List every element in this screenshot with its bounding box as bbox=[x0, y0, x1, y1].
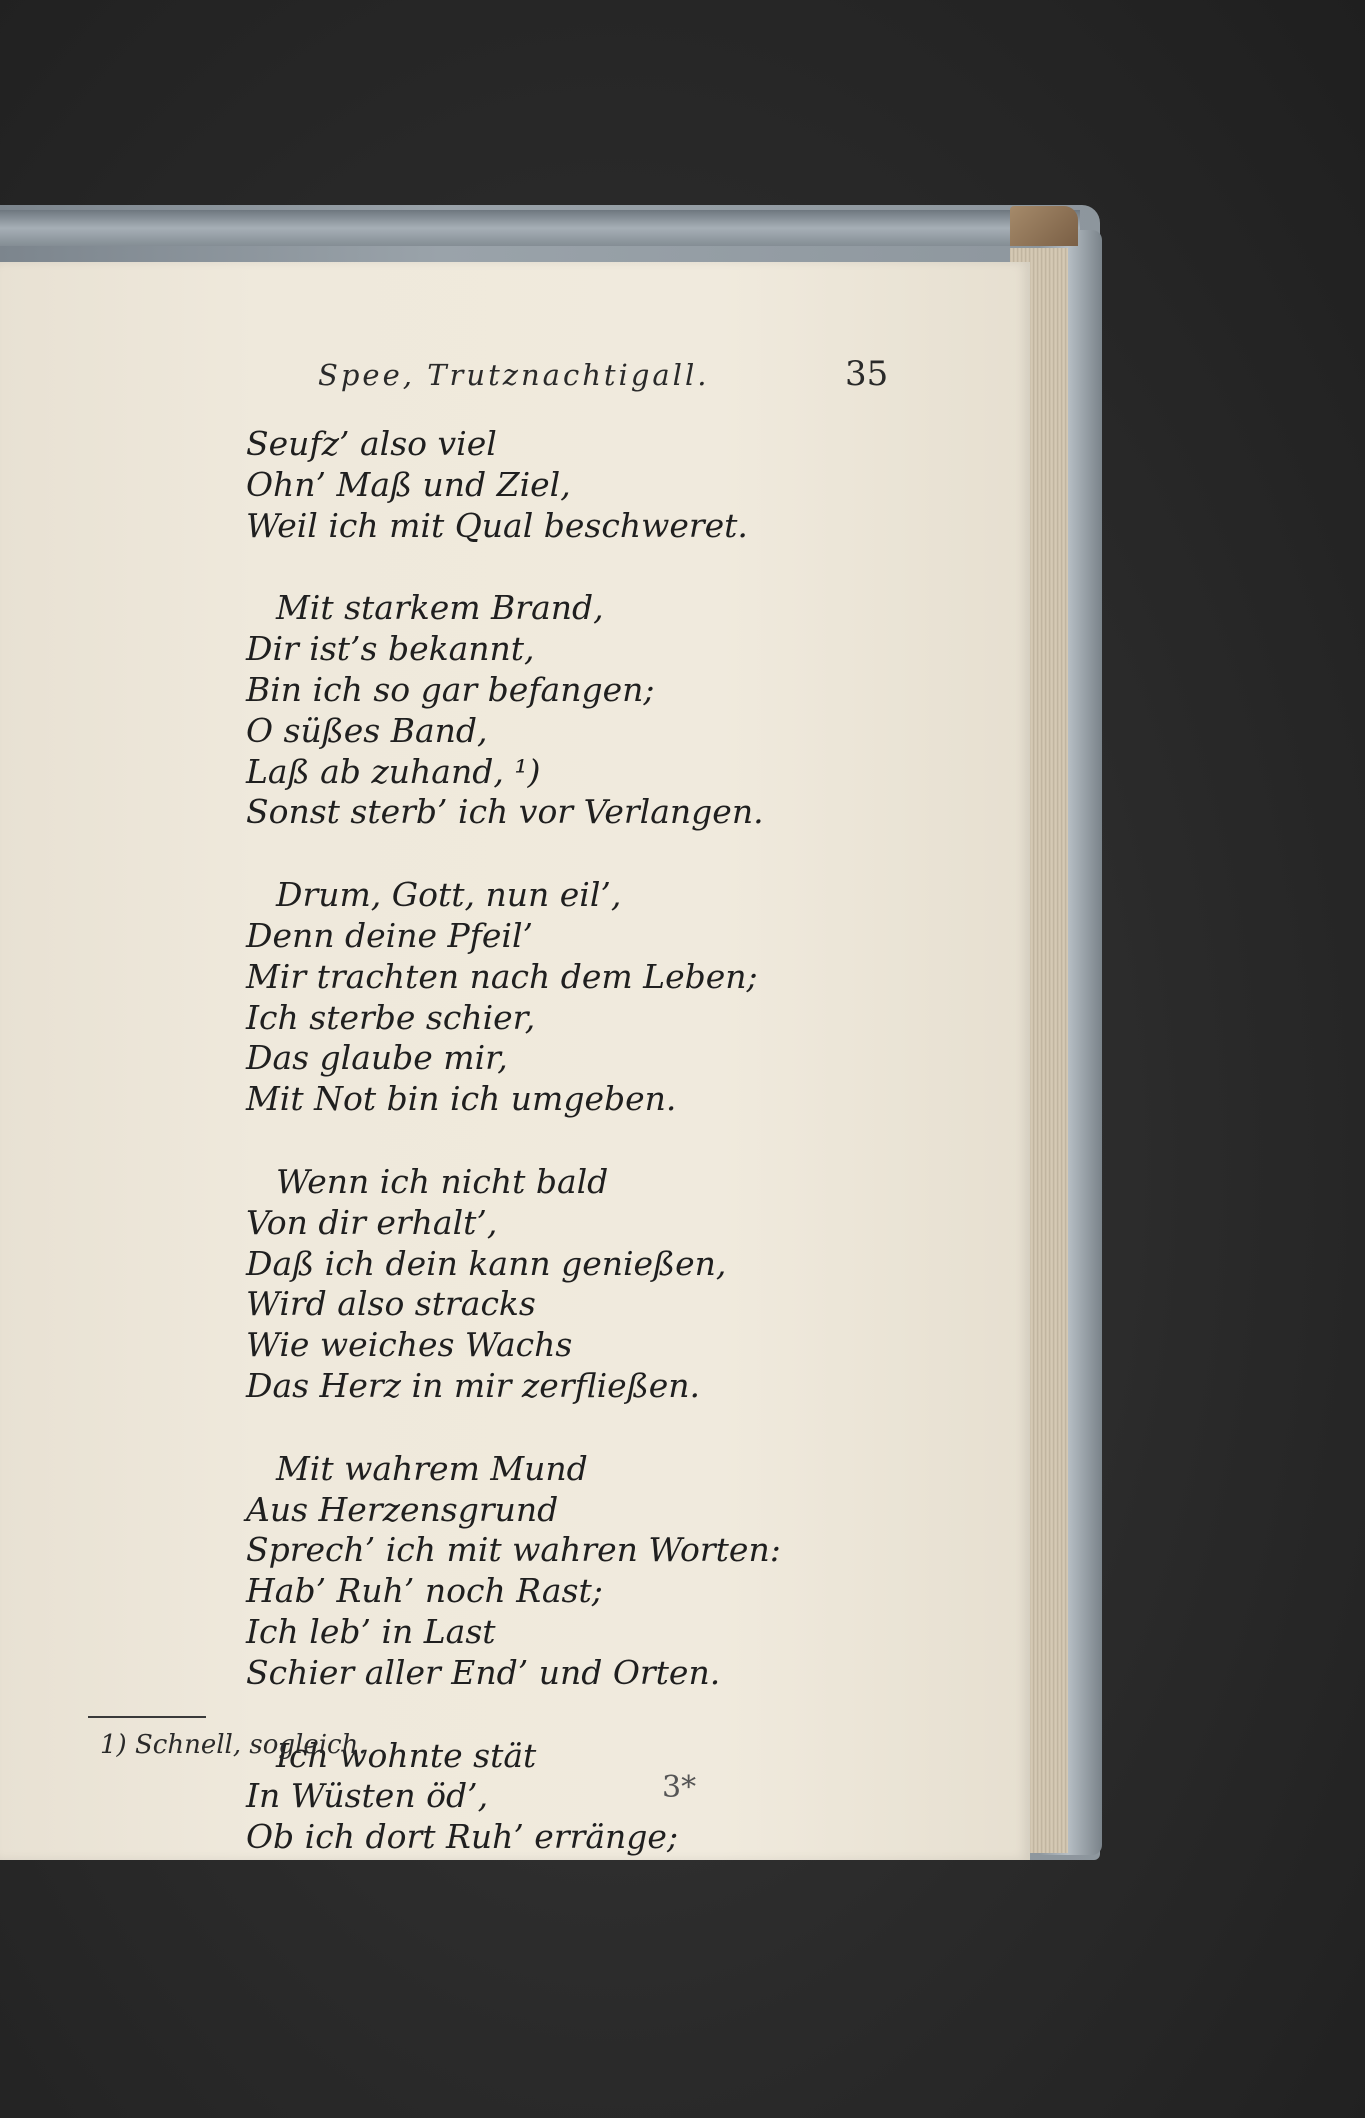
poem-line: Hab’ Ruh’ noch Rast; bbox=[246, 1571, 603, 1611]
poem-line: O süßes Band, bbox=[246, 710, 488, 750]
footnote: 1) Schnell, sogleich. bbox=[100, 1730, 367, 1760]
stanza bbox=[246, 588, 966, 833]
poem-line: Laß ab zuhand, ¹) bbox=[246, 751, 541, 791]
poem-line: Ich leb’ in Last bbox=[246, 1611, 496, 1651]
poem-line: Seufz’ also viel bbox=[246, 424, 497, 463]
poem-line: Dir ist’s bekannt, bbox=[246, 629, 535, 669]
poem-line: Daß ich dein kann genießen, bbox=[246, 1243, 727, 1283]
poem-line: Ich wohnte stät bbox=[276, 1735, 537, 1775]
stanza bbox=[246, 424, 966, 546]
stanza bbox=[246, 1162, 966, 1407]
poem-line: Ich sterbe schier, bbox=[246, 997, 536, 1037]
poem-line: Schier aller End’ und Orten. bbox=[246, 1652, 721, 1692]
poem-line: Wird also stracks bbox=[246, 1284, 536, 1324]
cover-corner bbox=[1010, 206, 1078, 246]
book-cover-top-edge bbox=[0, 210, 1080, 246]
poem-line: Das glaube mir, bbox=[246, 1038, 508, 1078]
poem-line: Drum, Gott, nun eil’, bbox=[276, 875, 622, 915]
poem-line: Denn deine Pfeil’ bbox=[246, 915, 534, 955]
poem-line: Mit Not bin ich umgeben. bbox=[246, 1079, 677, 1119]
stanza bbox=[246, 1449, 966, 1694]
poem-line: Aus Herzensgrund bbox=[246, 1489, 559, 1529]
poem-line: Mir trachten nach dem Leben; bbox=[246, 956, 758, 996]
page-number: 35 bbox=[845, 354, 889, 394]
poem-line: Wenn ich nicht bald bbox=[276, 1161, 609, 1201]
stanza bbox=[246, 875, 966, 1120]
poem-line: Das Herz in mir zerfließen. bbox=[246, 1365, 701, 1405]
footnote-divider bbox=[88, 1716, 206, 1718]
poem-line: In Wüsten öd’, bbox=[246, 1776, 489, 1816]
poem-line: Mit wahrem Mund bbox=[276, 1448, 588, 1488]
poem-line: Mit starkem Brand, bbox=[276, 588, 604, 628]
poem-line: Ob ich dort Ruh’ erränge; bbox=[246, 1817, 679, 1857]
poem-line: Sonst sterb’ ich vor Verlangen. bbox=[246, 792, 764, 832]
poem-line: Ohn’ Maß und Ziel, bbox=[246, 464, 571, 504]
signature-mark: 3* bbox=[662, 1770, 697, 1805]
running-head: Spee, Trutznachtigall. bbox=[318, 358, 710, 392]
poem-line: Bin ich so gar befangen; bbox=[246, 669, 655, 709]
poem-line: Weil ich mit Qual beschweret. bbox=[246, 505, 748, 545]
poem-line: Wie weiches Wachs bbox=[246, 1325, 573, 1365]
poem-line: Sprech’ ich mit wahren Worten: bbox=[246, 1530, 781, 1570]
page-header bbox=[0, 354, 1030, 408]
poem-line: Von dir erhalt’, bbox=[246, 1202, 498, 1242]
poem-body bbox=[246, 424, 966, 1900]
